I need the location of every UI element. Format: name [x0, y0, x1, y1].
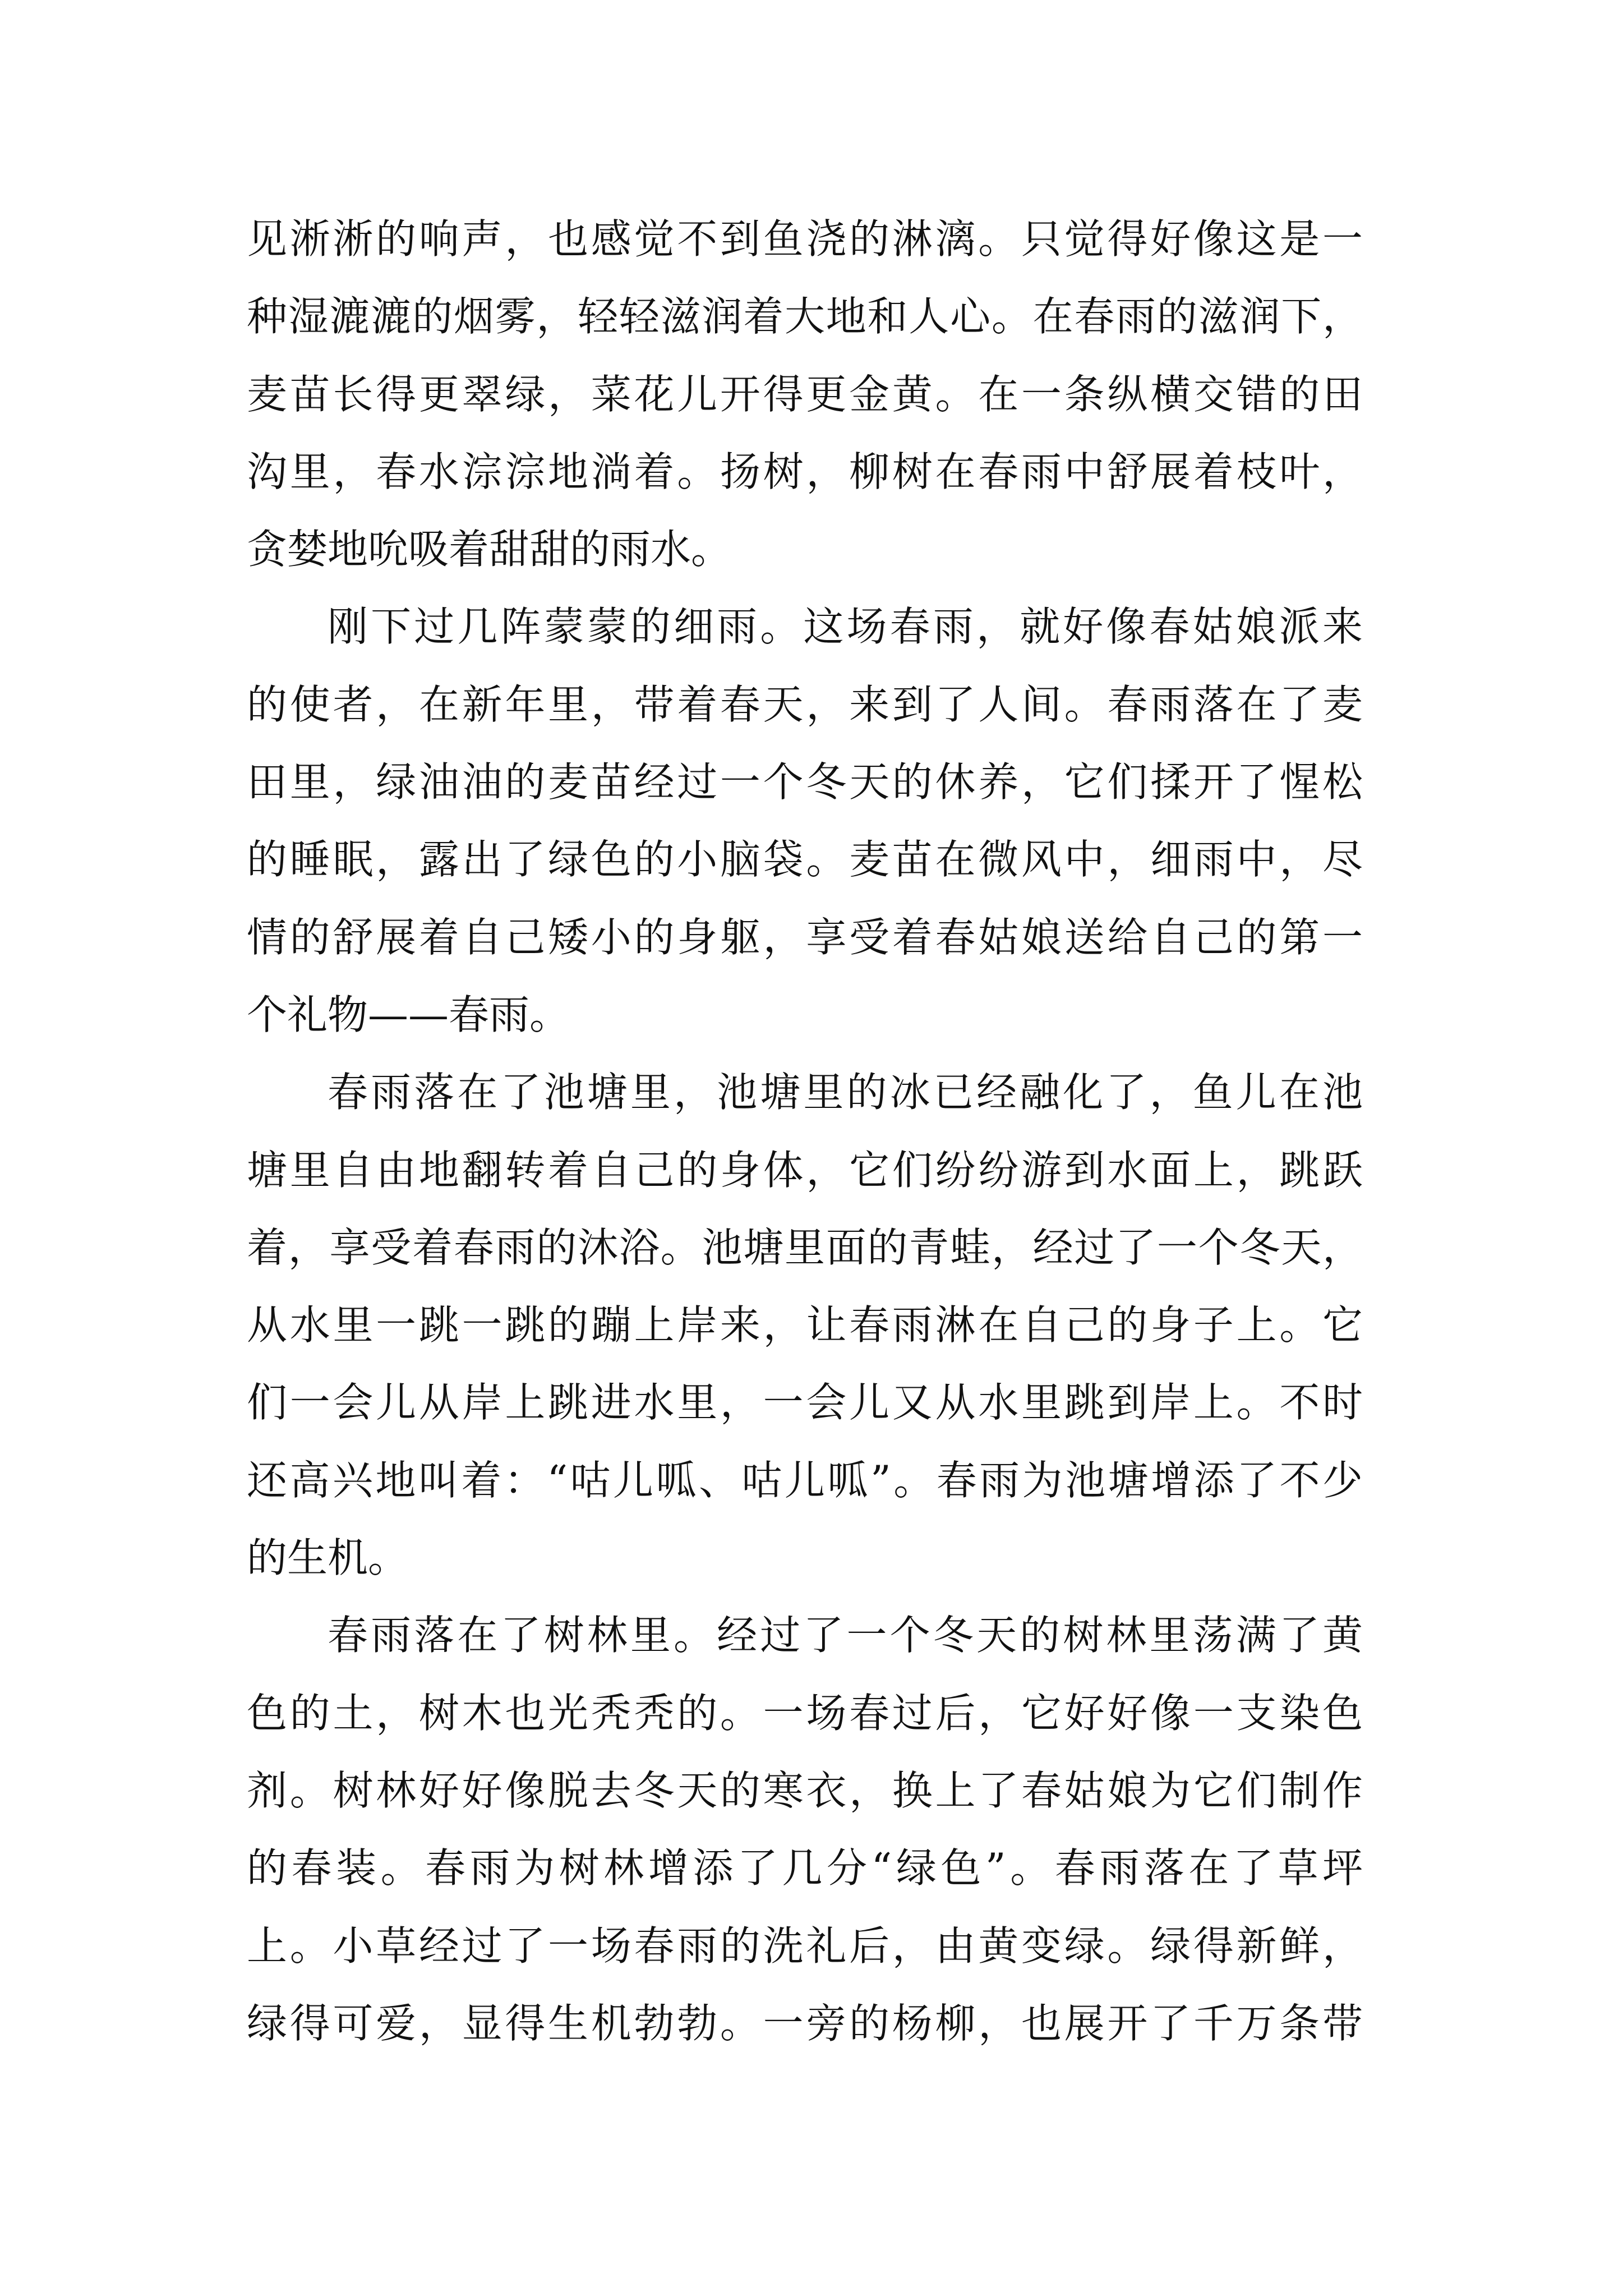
text-line: 的生机。 [247, 1534, 409, 1582]
text-line: 春雨落在了树林里。经过了一个冬天的树林里荡满了黄 [328, 1612, 1363, 1659]
text-line: 沟里，春水淙淙地淌着。扬树，柳树在春雨中舒展着枝叶， [247, 448, 1363, 495]
text-line: 见淅淅的响声，也感觉不到鱼浇的淋漓。只觉得好像这是一 [247, 215, 1363, 263]
text-line: 还高兴地叫着：“咕儿呱、咕儿呱”。春雨为池塘增添了不少 [247, 1456, 1363, 1504]
text-line: 贪婪地吮吸着甜甜的雨水。 [247, 526, 732, 573]
text-line: 春雨落在了池塘里，池塘里的冰已经融化了，鱼儿在池 [328, 1069, 1363, 1116]
text-line: 色的土，树木也光秃秃的。一场春过后，它好好像一支染色 [247, 1689, 1363, 1737]
text-line: 情的舒展着自己矮小的身躯，享受着春姑娘送给自己的第一 [247, 913, 1363, 961]
text-line: 个礼物——春雨。 [247, 991, 570, 1038]
text-line: 从水里一跳一跳的蹦上岸来，让春雨淋在自己的身子上。它 [247, 1301, 1363, 1349]
paragraph [247, 1053, 1363, 1596]
body-text [247, 200, 1363, 2062]
text-line: 的使者，在新年里，带着春天，来到了人间。春雨落在了麦 [247, 680, 1363, 728]
text-line: 绿得可爱，显得生机勃勃。一旁的杨柳，也展开了千万条带 [247, 1999, 1363, 2047]
text-line: 的睡眠，露出了绿色的小脑袋。麦苗在微风中，细雨中，尽 [247, 836, 1363, 884]
text-line: 剂。树林好好像脱去冬天的寒衣，换上了春姑娘为它们制作 [247, 1766, 1363, 1814]
text-line: 刚下过几阵蒙蒙的细雨。这场春雨，就好像春姑娘派来 [328, 603, 1363, 651]
text-line: 麦苗长得更翠绿，菜花儿开得更金黄。在一条纵横交错的田 [247, 370, 1363, 418]
text-line: 种湿漉漉的烟雾，轻轻滋润着大地和人心。在春雨的滋润下， [247, 293, 1363, 341]
text-line: 上。小草经过了一场春雨的洗礼后，由黄变绿。绿得新鲜， [247, 1922, 1363, 1970]
paragraph [247, 200, 1363, 588]
text-line: 们一会儿从岸上跳进水里，一会儿又从水里跳到岸上。不时 [247, 1379, 1363, 1427]
text-line: 着，享受着春雨的沐浴。池塘里面的青蛙，经过了一个冬天， [247, 1223, 1363, 1271]
text-line: 田里，绿油油的麦苗经过一个冬天的休养，它们揉开了惺松 [247, 758, 1363, 806]
paragraph [247, 588, 1363, 1053]
text-line: 的春装。春雨为树林增添了几分“绿色”。春雨落在了草坪 [247, 1844, 1363, 1892]
paragraph [247, 1596, 1363, 2062]
text-line: 塘里自由地翻转着自己的身体，它们纷纷游到水面上，跳跃 [247, 1146, 1363, 1194]
